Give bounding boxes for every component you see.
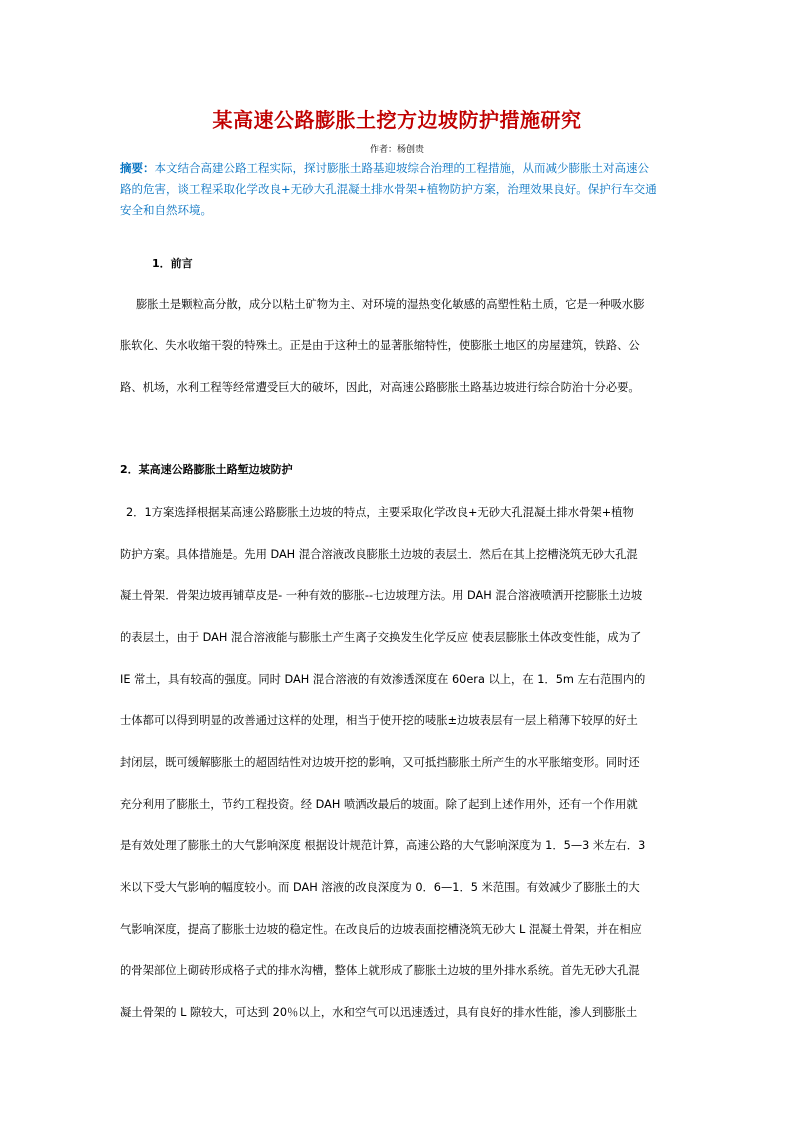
paragraph-line: 的骨架部位上砌砖形成格子式的排水沟槽，整体上就形成了膨胀土边坡的里外排水系统。首先无砂大孔混	[120, 964, 640, 977]
abstract-line-1	[120, 158, 676, 179]
author-line: 作者：杨创贵	[369, 145, 424, 155]
paragraph-line: 是有效处理了膨胀土的大气影响深度 根据设计规范计算，高速公路的大气影响深度为 1．5—3 米左右．3	[120, 839, 646, 852]
abstract-text: 本文结合高建公路工程实际，探讨膨胀土路基迎坡综合治理的工程措施，从而减少膨胀土对高速公	[154, 161, 649, 175]
paragraph-line: 防护方案。具体措施是。先用 DAH 混合溶液改良膨胀土边坡的表层土．然后在其上挖槽浇筑无砂大孔混	[120, 548, 638, 561]
paragraph-line: 气影响深度，提高了膨胀士边坡的稳定性。在改良后的边坡表面挖槽浇筑无砂大 L 混凝土骨架，并在相应	[120, 923, 642, 936]
section-heading-intro: 1．前言	[152, 257, 193, 270]
section-heading-slope-protection: 2．某高速公路膨胀土路堑边坡防护	[120, 463, 293, 476]
paragraph-line: 胀软化、失水收缩干裂的特殊土。正是由于这种土的显著胀缩特性，使膨胀土地区的房屋建筑，铁路、公	[120, 339, 640, 352]
paragraph-line: 2．1方案选择根据某高速公路膨胀土边坡的特点，主要采取化学改良+无砂大孔混凝土排水骨架+植物	[126, 506, 634, 519]
paragraph-line: 凝土骨架．骨架边坡再铺草皮是- 一种有效的膨胀--七边坡理方法。用 DAH 混合溶液喷洒开挖膨胀土边坡	[120, 589, 643, 602]
paragraph-line: 凝土骨架的 L 隙较大，可达到 20％以上，水和空气可以迅速透过，具有良好的排水性能，渗人到膨胀土	[120, 1006, 638, 1019]
paragraph-line: 充分利用了膨胀土，节约工程投资。经 DAH 喷洒改最后的坡面。除了起到上述作用外，还有一个作用就	[120, 798, 638, 811]
abstract-line-3: 安全和自然环境。	[120, 203, 212, 217]
abstract	[120, 158, 676, 221]
abstract-label: 摘要：	[120, 161, 155, 175]
paragraph-line: 封闭层，既可缓解膨胀土的超固结性对边坡开挖的影响，又可抵挡膨胀土所产生的水平胀缩变形。同时还	[120, 756, 640, 769]
paragraph-line: 米以下受大气影响的幅度较小。而 DAH 溶液的改良深度为 0．6—1．5 米范围。有效减少了膨胀土的大	[120, 881, 640, 894]
paragraph-line: 士体都可以得到明显的改善通过这样的处理，相当于使开挖的唛胀±边坡表层有一层上稍薄下较厚的好土	[120, 714, 638, 727]
paragraph-line: 膨胀土是颗粒高分散，成分以粘土矿物为主、对环境的湿热变化敏感的高塑性粘土质，它是一种吸水膨	[136, 298, 645, 311]
paragraph-line: 的表层土，由于 DAH 混合溶液能与膨胀土产生离子交换发生化学反应 使表层膨胀土体改变性能，成为了	[120, 631, 642, 644]
paragraph-line: 路、机场，水利工程等经常遭受巨大的破坏，因此，对高速公路膨胀土路基边坡进行综合防治十分必要。	[120, 381, 640, 394]
paragraph-line: IE 常土，具有较高的强度。同时 DAH 混合溶液的有效渗透深度在 60era 以上，在 1．5m 左右范围内的	[120, 673, 646, 686]
abstract-line-2: 路的危害，谈工程采取化学改良+无砂大孔混凝土排水骨架+植物防护方案，治理效果良好。保护行车交通	[120, 182, 657, 196]
document-title: 某高速公路膨胀土挖方边坡防护措施研究	[212, 108, 582, 132]
